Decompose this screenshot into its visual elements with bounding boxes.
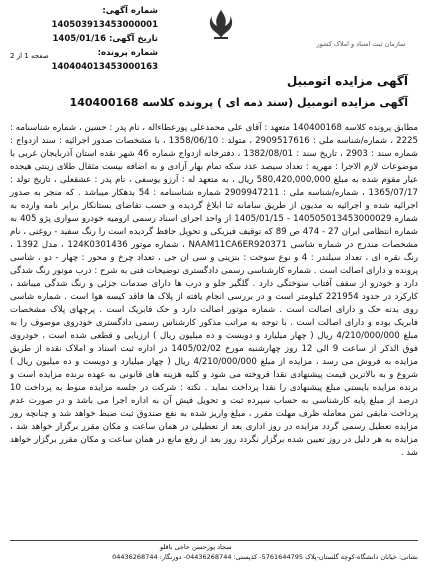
page-subtitle: آگهی مزایده اتومبیل (سند ذمه ای ) پرونده کلاسه 140400168 — [69, 96, 408, 109]
ad-number: شماره آگهی: 140503913453000001 — [51, 6, 158, 30]
page-number: صفحه 1 از 2 — [10, 52, 49, 60]
org-name: سازمان ثبت اسناد و املاک کشور — [316, 40, 406, 48]
file-number: شماره پرونده: 140404013453000163 — [51, 48, 158, 72]
emblem-icon — [203, 6, 239, 42]
document-body: مطابق پرونده کلاسه 140400168 متعهد : آقای علی محمدعلی پورعطاءاله ، نام پدر : حسین ، شماره شناسنامه : 2225 ، شماره/شناسه ملی : 2909517616 ، متولد : 1358/06/10 ، با مشخصات صدور اجرائیه : سند ازدواج : شماره سند : 2903 ، تاریخ سند : 1382/08/01 ، دفترخانه ازدواج شماره 46 شهر نقده استان آذربایجان غربی با موضوعات لازم الاجرا : مهریه : تعداد سیصد عدد سکه تمام بهار آزادی و به اضافه بیست مثقال طلای زینتی هیجده عیار مقوم شده به مبلغ 580,420,000,000 ریال ، به متعهد له : آرزو یوسفی ، نام پدر : عشقعلی ، تاریخ تولد : 1365/07/17 ، شماره/شناسه ملی : 2909947211 شماره شناسنامه : 54 بدهکار میباشد . که منجر به صدور اجرائیه شده و اجرائیه به مدیون از طریق سامانه ثنا ابلاغ گردیده و حسب تقاضای بستانکار برابر نامه وارده به شماره 140505013453000029 - 1405/01/15 از واحد اجرای اسناد رسمی ارومیه خودرو سواری پژو 405 به شماره انتظامی ایران 27 - 474 ص 89 که توقیف فیزیکی و تحویل حافظ گردیده است را رنگ سفید - روغنی ، نام مشخصات مندرج در شماره شاسی NAAM11CA6ER920371 ، شماره موتور 124K0301436 ، مدل 1392 ، رنگ نقره ای ، تعداد سیلندر : 4 و نوع سوخت : بنزینی و سی ان جی ، تعداد چرخ و محور : چهار - دو ، شاسی پرونده و دارای اصالت است . شماره کارشناسی رسمی دادگستری توضیحات فنی به شرح : درب موتور رنگ شدگی دارد و خودرو از سقف آفتاب سوختگی دارد . گلگیر جلو و درب ها دارای صدمات جزئی و رنگ شدگی میباشد ، کارکرد در حدود 221954 کیلومتر است و در بررسی انجام یافته از پلاک ها فاقد کیسه هوا است . شماره شاسی روی بدنه حک و دارای اصالت است . شماره موتور اصالت دارد و حک فابریک است . پرچهای پلاک مشخصات فابریک بوده و دارای اصالت است . با توجه به مراتب مذکور کارشناس رسمی دادگستری خودروی موصوف را به مبلغ 4/210/000/000 ریال ( چهار میلیارد و دویست و ده میلیون ریال ) ارزیابی و قطعی شده است ، خودروی فوق الذکر از ساعت 9 الی 12 روز چهارشنبه مورخ 1405/02/02 در اداره ثبت اسناد و املاک نقده از طریق مزایده به فروش می رسد ، مزایده از مبلغ 4/210/000/000 ریال ( چهار میلیارد و دویست و ده میلیون ریال ) شروع و به بالاترین قیمت پیشنهادی نقدا فروخته می شود و کلیه هزینه های قانونی به عهده برنده مزایده است و برنده مزایده بایستی مبلغ پیشنهادی را نقدا پرداخت نماید . نکته : شرکت در جلسه مزایده منوط به پرداخت 10 درصد از مبلغ پایه کارشناسی به حساب سپرده ثبت و تحویل فیش آن به اداره اجرا می باشد و در صورت عدم پرداخت مابقی ثمن معامله ظرف مهلت مقرر ، مبلغ واریز شده به نفع صندوق ثبت ضبط خواهد شد و چنانچه روز مزایده تعطیل رسمی گردد مزایده در روز اداری بعد از تعطیلی در همان ساعت و مکان مقرر برگزار خواهد شد ، مزایده به هر دلیل در روز تعیین شده برگزار نگردد روز بعد از رفع مانع در همان ساعت و مکان مقرر برگزار خواهد شد . — [10, 123, 419, 458]
page-title: آگهی مزایده اتومبیل — [286, 74, 408, 88]
header-info — [8, 4, 158, 74]
document-header — [8, 4, 420, 72]
document-footer — [10, 540, 418, 561]
ad-date: تاریخ آگهی: 1405/01/16 — [52, 34, 158, 44]
footer-address: نشانی: خیابان دانشگاه-کوچه گلستان-پلاک 5761644795- کدپستی: 04436268744- دورنگار: 04436268744 — [112, 553, 418, 561]
signature: سجاد پورحسن حاجی باقلو — [160, 543, 232, 551]
